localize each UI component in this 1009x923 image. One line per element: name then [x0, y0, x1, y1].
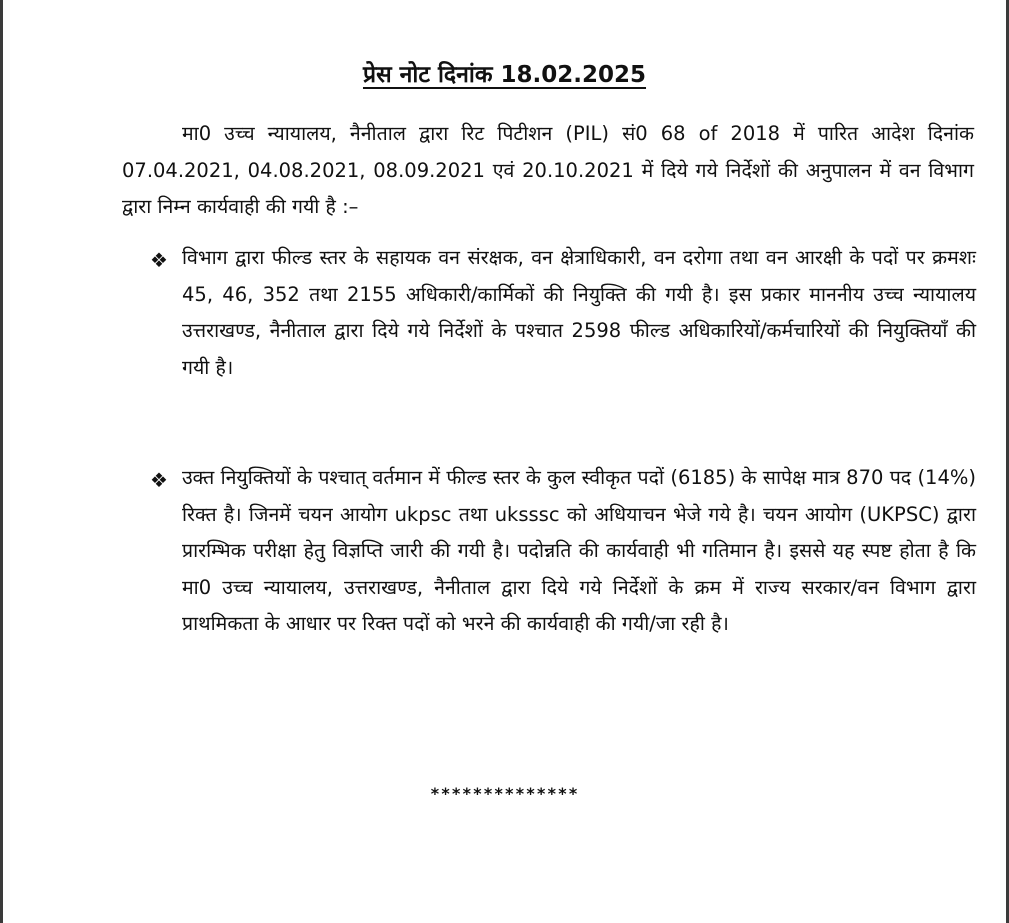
- diamond-bullet-icon: ❖: [150, 468, 168, 492]
- diamond-bullet-icon: ❖: [150, 248, 168, 272]
- intro-paragraph: मा0 उच्च न्यायालय, नैनीताल द्वारा रिट पिटीशन (PIL) सं0 68 of 2018 में पारित आदेश दिनांक 07.04.2021, 04.08.2021, 08.09.2021 एवं 20.10.2021 में दिये गये निर्देशों की अनुपालन में वन विभाग द्वारा निम्न कार्यवाही की गयी है :–: [122, 122, 974, 218]
- press-note-title-text: प्रेस नोट दिनांक 18.02.2025: [362, 62, 647, 88]
- bullet-text-vacancies: उक्त नियुक्तियों के पश्चात् वर्तमान में फील्ड स्तर के कुल स्वीकृत पदों (6185) के सापेक्ष मात्र 870 पद (14%) रिक्त है। जिनमें चयन आयोग ukpsc तथा uksssc को अधियाचन भेजे गये है। चयन आयोग (UKPSC) द्वारा प्रारम्भिक परीक्षा हेतु विज्ञप्ति जारी की गयी है। पदोन्नति की कार्यवाही भी गतिमान है। इससे यह स्पष्ट होता है कि मा0 उच्च न्यायालय, उत्तराखण्ड, नैनीताल द्वारा दिये गये निर्देशों के क्रम में राज्य सरकार/वन विभाग द्वारा प्राथमिकता के आधार पर रिक्त पदों को भरने की कार्यवाही की गयी/जा रही है।: [182, 466, 976, 635]
- bullet-text-appointments: विभाग द्वारा फील्ड स्तर के सहायक वन संरक्षक, वन क्षेत्राधिकारी, वन दरोगा तथा वन आरक्षी के पदों पर क्रमशः 45, 46, 352 तथा 2155 अधिकारी/कार्मिकों की नियुक्ति की गयी है। इस प्रकार माननीय उच्च न्यायालय उत्तराखण्ड, नैनीताल द्वारा दिये गये निर्देशों के पश्चात 2598 फील्ड अधिकारियों/कर्मचारियों की नियुक्तियाँ की गयी है।: [182, 246, 976, 379]
- bullet-point-vacancies: [150, 460, 976, 643]
- end-of-note-marker: **************: [430, 784, 579, 803]
- press-note-title: [0, 60, 1009, 90]
- bullet-point-appointments: [150, 240, 976, 386]
